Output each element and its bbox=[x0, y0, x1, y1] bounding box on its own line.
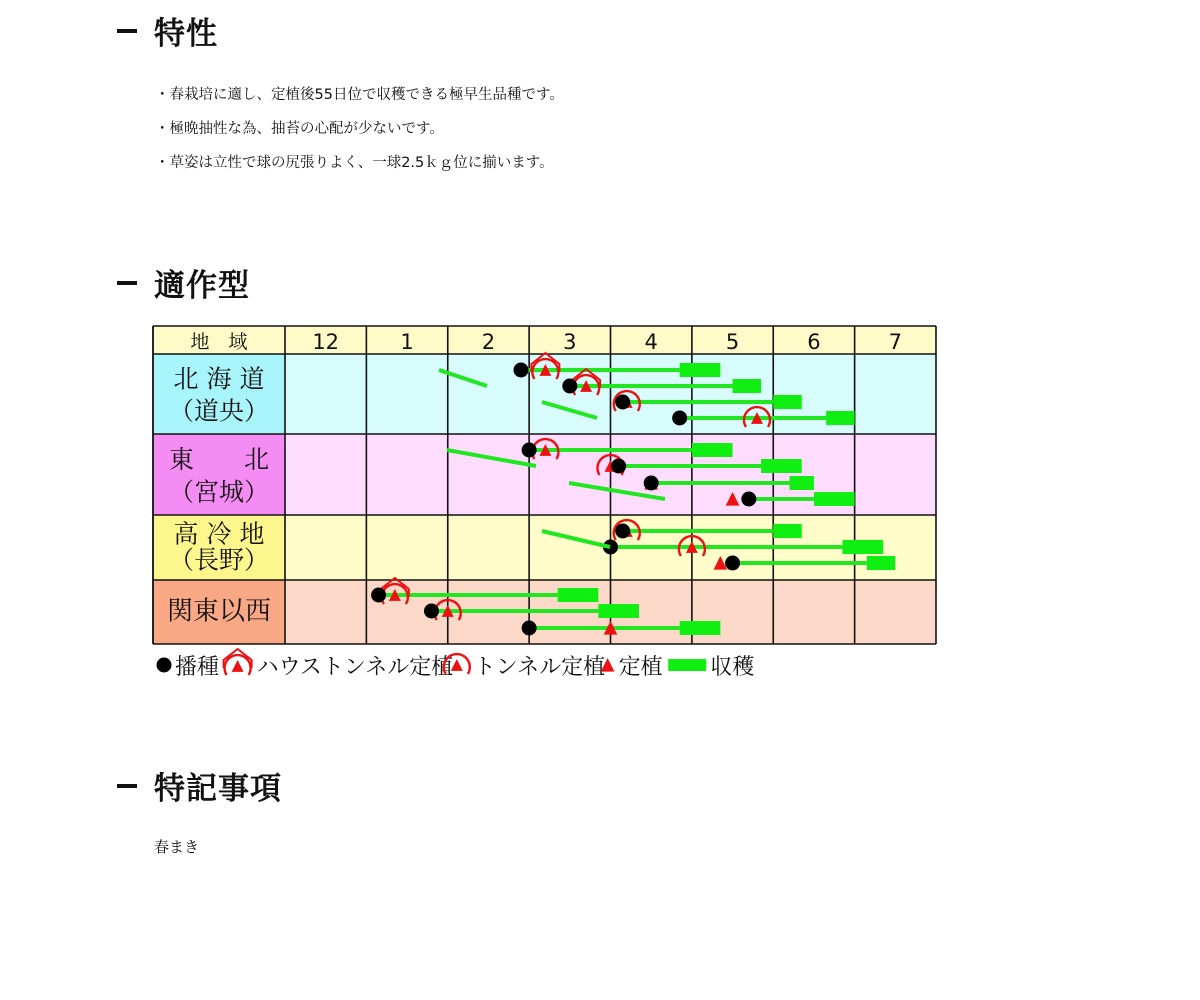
harvest-bar bbox=[761, 459, 802, 473]
harvest-bar bbox=[680, 621, 721, 635]
dash-icon bbox=[117, 784, 137, 788]
sowing-dot bbox=[672, 411, 687, 426]
sowing-dot bbox=[522, 621, 537, 636]
chart-legend bbox=[157, 649, 755, 680]
notes-title: 特記事項 bbox=[154, 771, 282, 807]
legend-label: 定植 bbox=[618, 655, 663, 680]
region-name: 関東以西 bbox=[166, 596, 272, 627]
feature-bullet: ・春栽培に適し、定植後55日位で収穫できる極早生品種です。 bbox=[155, 87, 564, 103]
legend-label: トンネル定植 bbox=[473, 655, 606, 680]
legend-label: 収穫 bbox=[710, 655, 755, 680]
header-region-label: 地 域 bbox=[190, 331, 248, 353]
region-subname: （宮城） bbox=[168, 477, 270, 507]
sowing-dot bbox=[615, 524, 630, 539]
harvest-bar bbox=[680, 363, 721, 377]
sowing-dot bbox=[615, 395, 630, 410]
features-list bbox=[155, 78, 564, 180]
sowing-dot bbox=[522, 443, 537, 458]
harvest-bar bbox=[842, 540, 883, 554]
sowing-dot bbox=[644, 476, 659, 491]
harvest-bar bbox=[867, 556, 895, 570]
month-label: 3 bbox=[563, 330, 577, 354]
sowing-dot bbox=[371, 588, 386, 603]
legend-item-sowing-dot bbox=[157, 655, 220, 680]
month-label: 1 bbox=[400, 330, 414, 354]
section-title-features bbox=[117, 8, 218, 53]
section-title-notes bbox=[117, 763, 282, 808]
features-title: 特性 bbox=[154, 16, 218, 52]
month-label: 7 bbox=[888, 330, 902, 354]
dash-icon bbox=[117, 29, 137, 33]
notes-text: 春まき bbox=[154, 838, 200, 856]
legend-label: 播種 bbox=[175, 655, 220, 680]
section-title-cropping-type bbox=[117, 260, 250, 305]
feature-bullet: ・草姿は立性で球の尻張りよく、一球2.5ｋｇ位に揃います。 bbox=[155, 155, 554, 171]
sowing-dot bbox=[741, 492, 756, 507]
harvest-bar bbox=[826, 411, 854, 425]
harvest-bar bbox=[790, 476, 814, 490]
region-name: 東 北 bbox=[168, 445, 270, 475]
feature-bullet: ・極晩抽性な為、抽苔の心配が少ないです。 bbox=[155, 121, 444, 137]
cropping-type-title: 適作型 bbox=[154, 268, 250, 304]
harvest-bar bbox=[773, 395, 801, 409]
month-label: 2 bbox=[481, 330, 496, 354]
dash-icon bbox=[117, 281, 137, 285]
month-label: 12 bbox=[312, 330, 340, 354]
harvest-bar bbox=[814, 492, 855, 506]
legend-item-tunnel-planting bbox=[444, 654, 605, 680]
sowing-dot bbox=[513, 363, 528, 378]
month-label: 6 bbox=[807, 330, 821, 354]
sowing-dot bbox=[611, 459, 626, 474]
legend-item-planting-triangle bbox=[601, 655, 663, 680]
legend-label: ハウストンネル定植 bbox=[256, 655, 454, 680]
region-name: 高 冷 地 bbox=[173, 519, 265, 549]
cropping-schedule-chart bbox=[150, 322, 950, 687]
region-name: 北 海 道 bbox=[173, 364, 265, 394]
region-subname: （道央） bbox=[168, 396, 270, 426]
harvest-bar bbox=[598, 604, 639, 618]
legend-item-house-tunnel-planting bbox=[224, 649, 454, 680]
harvest-bar bbox=[692, 443, 733, 457]
sowing-dot bbox=[725, 556, 740, 571]
sowing-dot bbox=[562, 379, 577, 394]
sowing-dot bbox=[424, 604, 439, 619]
harvest-bar bbox=[558, 588, 599, 602]
legend-item-harvest-bar bbox=[668, 655, 754, 680]
month-label: 5 bbox=[725, 330, 740, 354]
month-label: 4 bbox=[644, 330, 658, 354]
region-subname: （長野） bbox=[168, 545, 270, 575]
harvest-bar bbox=[773, 524, 801, 538]
harvest-bar bbox=[733, 379, 761, 393]
